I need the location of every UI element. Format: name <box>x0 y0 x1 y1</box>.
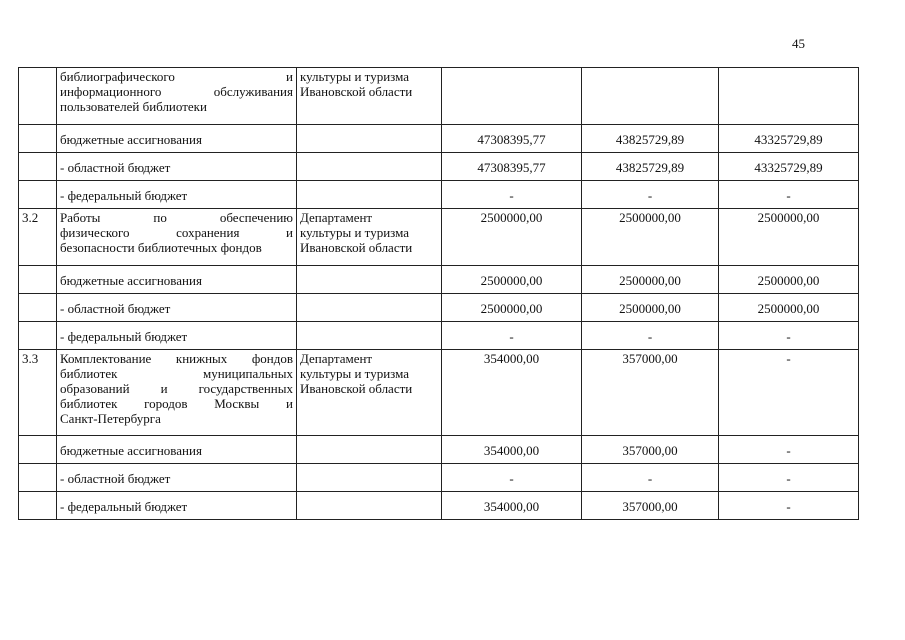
value-cell: - <box>719 464 859 492</box>
item-name: библиографического и информационного обслуживания пользователей библиотеки <box>57 68 297 125</box>
table-row <box>19 153 859 181</box>
table-row <box>19 181 859 209</box>
value-cell: 2500000,00 <box>442 209 582 266</box>
item-name: - федеральный бюджет <box>57 181 297 209</box>
value-cell: - <box>582 464 719 492</box>
item-name: Работы по обеспечению физического сохранения и безопасности библиотечных фондов <box>57 209 297 266</box>
value-cell: 43825729,89 <box>582 153 719 181</box>
value-cell: 2500000,00 <box>719 209 859 266</box>
item-number <box>19 68 57 125</box>
item-name: - областной бюджет <box>57 294 297 322</box>
value-cell: - <box>719 322 859 350</box>
value-cell: - <box>719 350 859 436</box>
item-name: бюджетные ассигнования <box>57 125 297 153</box>
value-cell: - <box>442 464 582 492</box>
page-number: 45 <box>792 36 805 51</box>
value-cell: - <box>582 181 719 209</box>
value-cell: 354000,00 <box>442 492 582 520</box>
value-cell: 43825729,89 <box>582 125 719 153</box>
value-cell: 2500000,00 <box>442 294 582 322</box>
item-name: Комплектование книжных фондов библиотек муниципальных образований и государственных библиотек городов Москвы и Санкт-Петербурга <box>57 350 297 436</box>
item-number: 3.3 <box>19 350 57 436</box>
value-cell: 43325729,89 <box>719 153 859 181</box>
table-row <box>19 266 859 294</box>
item-name: - федеральный бюджет <box>57 322 297 350</box>
value-cell: 357000,00 <box>582 436 719 464</box>
table-row <box>19 294 859 322</box>
value-cell <box>442 68 582 125</box>
value-cell: 2500000,00 <box>582 266 719 294</box>
table-row <box>19 209 859 266</box>
value-cell: - <box>719 436 859 464</box>
value-cell: - <box>719 181 859 209</box>
value-cell: 354000,00 <box>442 350 582 436</box>
value-cell: 354000,00 <box>442 436 582 464</box>
value-cell: 357000,00 <box>582 492 719 520</box>
value-cell: 2500000,00 <box>719 266 859 294</box>
table-row <box>19 464 859 492</box>
value-cell: 47308395,77 <box>442 153 582 181</box>
value-cell: 2500000,00 <box>719 294 859 322</box>
value-cell: 43325729,89 <box>719 125 859 153</box>
table-row <box>19 322 859 350</box>
executor: Департамент культуры и туризма Ивановской области <box>297 209 442 266</box>
table-row <box>19 350 859 436</box>
item-name: бюджетные ассигнования <box>57 266 297 294</box>
value-cell: 357000,00 <box>582 350 719 436</box>
value-cell: 47308395,77 <box>442 125 582 153</box>
item-name: бюджетные ассигнования <box>57 436 297 464</box>
budget-table <box>18 67 859 520</box>
item-name: - областной бюджет <box>57 464 297 492</box>
value-cell: - <box>582 322 719 350</box>
item-name: - областной бюджет <box>57 153 297 181</box>
table-row <box>19 68 859 125</box>
table-row <box>19 125 859 153</box>
value-cell: - <box>719 492 859 520</box>
value-cell: 2500000,00 <box>582 294 719 322</box>
item-number: 3.2 <box>19 209 57 266</box>
value-cell: - <box>442 181 582 209</box>
value-cell: 2500000,00 <box>442 266 582 294</box>
executor: Департамент культуры и туризма Ивановской области <box>297 350 442 436</box>
value-cell: 2500000,00 <box>582 209 719 266</box>
table-row <box>19 492 859 520</box>
table-row <box>19 436 859 464</box>
value-cell <box>719 68 859 125</box>
item-name: - федеральный бюджет <box>57 492 297 520</box>
value-cell: - <box>442 322 582 350</box>
value-cell <box>582 68 719 125</box>
executor: культуры и туризма Ивановской области <box>297 68 442 125</box>
